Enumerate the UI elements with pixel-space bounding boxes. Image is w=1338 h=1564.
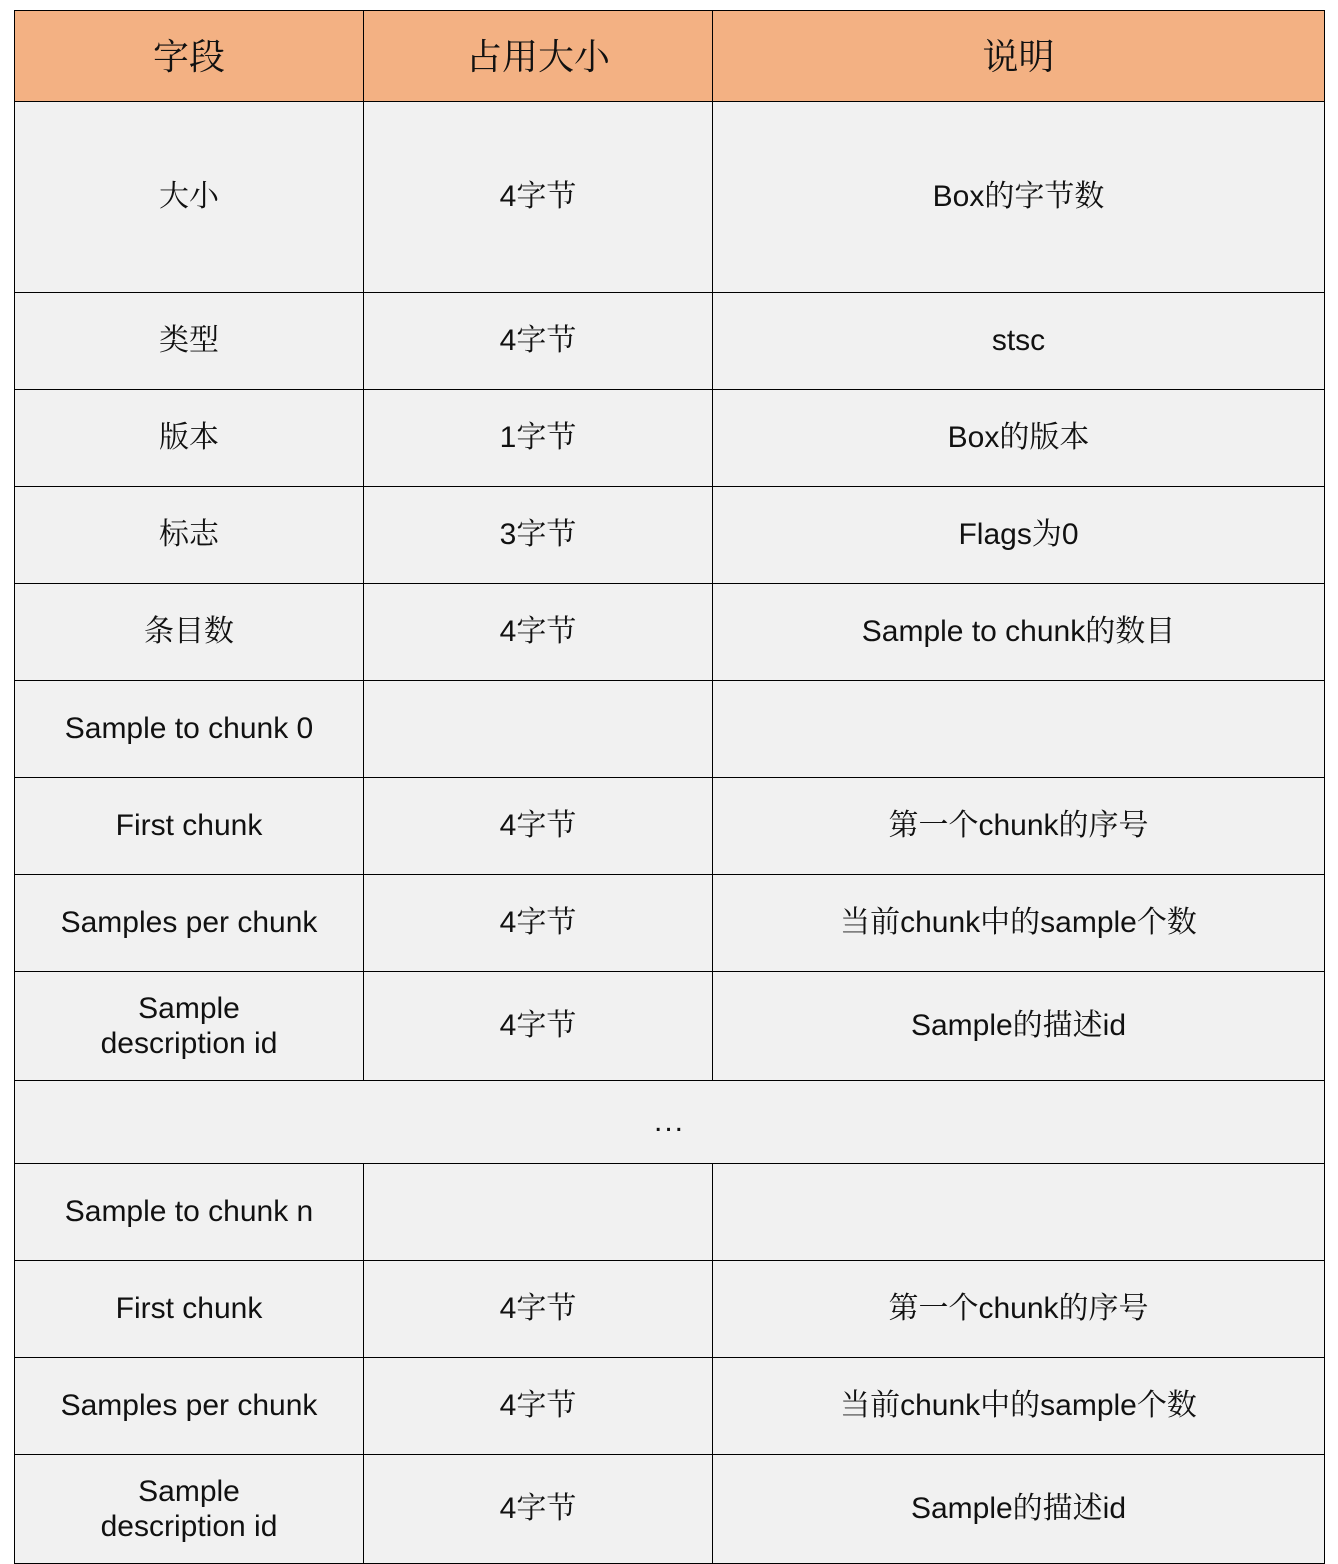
table-cell-size — [364, 1164, 713, 1261]
table-row — [15, 972, 1325, 1081]
table-cell-description: stsc — [713, 293, 1325, 390]
table-row — [15, 1081, 1325, 1164]
table-cell-description: Box的版本 — [713, 390, 1325, 487]
table-cell-size — [364, 681, 713, 778]
table-cell-field — [15, 972, 364, 1081]
table-cell-line: description id — [100, 1027, 278, 1060]
table-cell-field — [15, 1455, 364, 1564]
table-cell-field: 标志 — [15, 487, 364, 584]
table-row — [15, 1455, 1325, 1564]
table-cell-field: 类型 — [15, 293, 364, 390]
table-cell-size: 4字节 — [364, 102, 713, 293]
table-row — [15, 681, 1325, 778]
table-cell-field: First chunk — [15, 1261, 364, 1358]
table-cell-description: Sample to chunk的数目 — [713, 584, 1325, 681]
table-cell-size: 4字节 — [364, 972, 713, 1081]
table-cell-description: Box的字节数 — [713, 102, 1325, 293]
table-cell-field: Samples per chunk — [15, 1358, 364, 1455]
table-cell-size: 1字节 — [364, 390, 713, 487]
table-row — [15, 487, 1325, 584]
column-header-field: 字段 — [15, 11, 364, 102]
table-cell-size: 4字节 — [364, 778, 713, 875]
table-cell-field: 大小 — [15, 102, 364, 293]
table-cell-size: 4字节 — [364, 1261, 713, 1358]
table-cell-size: 4字节 — [364, 1358, 713, 1455]
column-header-description: 说明 — [713, 11, 1325, 102]
table-cell-size: 4字节 — [364, 1455, 713, 1564]
table-row — [15, 875, 1325, 972]
table-row — [15, 390, 1325, 487]
table-row — [15, 1358, 1325, 1455]
table-row — [15, 102, 1325, 293]
table-cell-size: 4字节 — [364, 293, 713, 390]
table-row — [15, 778, 1325, 875]
table-cell-field: Samples per chunk — [15, 875, 364, 972]
table-cell-size: 3字节 — [364, 487, 713, 584]
table-cell-description — [713, 681, 1325, 778]
table-cell-description: 第一个chunk的序号 — [713, 1261, 1325, 1358]
table-header — [15, 11, 1325, 102]
stsc-box-structure-table — [14, 10, 1325, 1564]
table-cell-field: 版本 — [15, 390, 364, 487]
table-cell-field: Sample to chunk n — [15, 1164, 364, 1261]
column-header-size: 占用大小 — [364, 11, 713, 102]
table-cell-description: Sample的描述id — [713, 972, 1325, 1081]
table-row — [15, 293, 1325, 390]
table-cell-size: 4字节 — [364, 584, 713, 681]
table-cell-description — [713, 1164, 1325, 1261]
table-row — [15, 584, 1325, 681]
table-cell-description: 第一个chunk的序号 — [713, 778, 1325, 875]
table-cell-description: 当前chunk中的sample个数 — [713, 875, 1325, 972]
table-cell-line: Sample — [138, 1474, 240, 1508]
table-cell-description: 当前chunk中的sample个数 — [713, 1358, 1325, 1455]
table-cell-field: Sample to chunk 0 — [15, 681, 364, 778]
table-cell-line: Sample — [138, 991, 240, 1025]
table-body — [15, 102, 1325, 1564]
table-cell-description: Sample的描述id — [713, 1455, 1325, 1564]
table-row — [15, 1261, 1325, 1358]
table-cell-line: description id — [100, 1510, 278, 1543]
table-cell-ellipsis: ... — [15, 1081, 1325, 1164]
table-cell-field: 条目数 — [15, 584, 364, 681]
table-row — [15, 1164, 1325, 1261]
table-cell-size: 4字节 — [364, 875, 713, 972]
table-cell-field: First chunk — [15, 778, 364, 875]
table-cell-description: Flags为0 — [713, 487, 1325, 584]
table-header-row — [15, 11, 1325, 102]
